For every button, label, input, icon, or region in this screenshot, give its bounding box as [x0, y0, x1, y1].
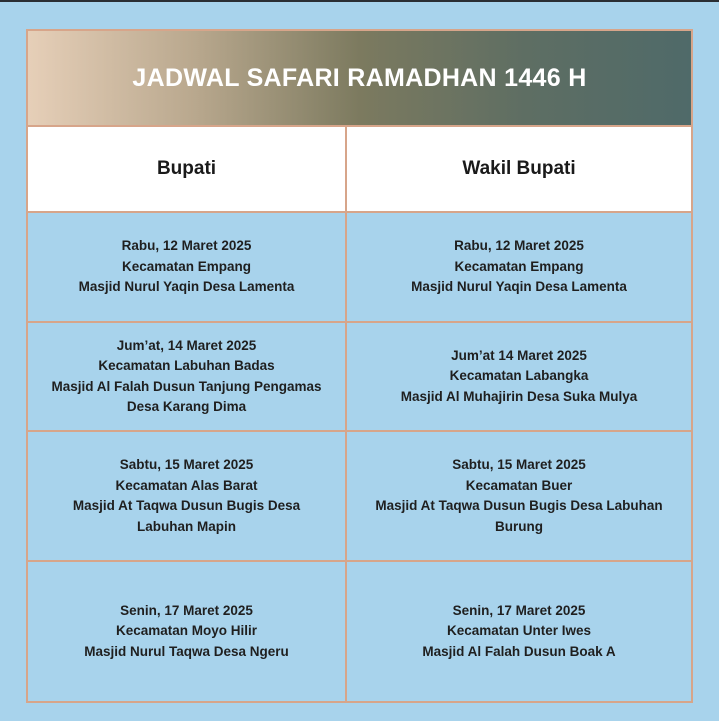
table-row — [28, 323, 691, 432]
schedule-cell-bupati — [28, 323, 347, 430]
schedule-district: Kecamatan Alas Barat — [115, 477, 258, 493]
schedule-district: Kecamatan Empang — [121, 258, 252, 274]
schedule-cell-bupati — [28, 432, 347, 560]
table-row — [28, 432, 691, 562]
schedule-district: Kecamatan Empang — [454, 258, 584, 274]
column-header-wakil-bupati — [347, 127, 691, 213]
schedule-date: Jum’at, 14 Maret 2025 — [116, 337, 257, 353]
schedule-venue-continued: Burung — [495, 518, 543, 534]
schedule-cell-wakil-bupati — [347, 213, 691, 321]
schedule-date: Rabu, 12 Maret 2025 — [121, 238, 252, 254]
table-row — [28, 213, 691, 323]
schedule-venue-continued: Desa Karang Dima — [126, 399, 247, 414]
schedule-venue: Masjid Al Falah Dusun Tanjung Pengamas — [51, 378, 322, 394]
schedule-cell-bupati — [28, 562, 347, 701]
schedule-venue: Masjid Nurul Yaqin Desa Lamenta — [411, 279, 627, 295]
schedule-cell-bupati — [28, 213, 347, 321]
column-header-label: Bupati — [156, 158, 217, 179]
schedule-table — [26, 29, 693, 703]
schedule-district: Kecamatan Moyo Hilir — [115, 623, 258, 639]
schedule-date: Senin, 17 Maret 2025 — [452, 602, 586, 618]
schedule-cell-wakil-bupati — [347, 562, 691, 701]
schedule-date: Rabu, 12 Maret 2025 — [454, 238, 584, 254]
schedule-cell-wakil-bupati — [347, 323, 691, 430]
schedule-date: Senin, 17 Maret 2025 — [120, 602, 253, 618]
schedule-venue: Masjid Nurul Taqwa Desa Ngeru — [84, 643, 289, 659]
schedule-venue: Masjid At Taqwa Dusun Bugis Desa — [72, 498, 301, 513]
schedule-cell-wakil-bupati — [347, 432, 691, 560]
schedule-date: Sabtu, 15 Maret 2025 — [452, 457, 586, 472]
column-header-bupati — [28, 127, 347, 213]
schedule-venue: Masjid Al Muhajirin Desa Suka Mulya — [400, 388, 638, 404]
schedule-venue: Masjid Nurul Yaqin Desa Lamenta — [78, 279, 295, 295]
schedule-district: Kecamatan Buer — [465, 477, 573, 493]
page-title: JADWAL SAFARI RAMADHAN 1446 H — [132, 63, 587, 92]
schedule-date: Jum’at 14 Maret 2025 — [451, 347, 587, 363]
schedule-venue: Masjid At Taqwa Dusun Bugis Desa Labuhan — [375, 498, 663, 513]
schedule-district: Kecamatan Labangka — [449, 368, 589, 384]
column-header-label: Wakil Bupati — [462, 158, 576, 179]
top-border-line — [0, 0, 719, 2]
schedule-date: Sabtu, 15 Maret 2025 — [119, 457, 254, 472]
table-header — [28, 31, 691, 127]
schedule-venue-continued: Labuhan Mapin — [137, 518, 236, 534]
schedule-district: Kecamatan Unter Iwes — [446, 623, 592, 639]
schedule-venue: Masjid Al Falah Dusun Boak A — [422, 643, 616, 659]
table-row — [28, 562, 691, 701]
schedule-district: Kecamatan Labuhan Badas — [98, 358, 275, 373]
